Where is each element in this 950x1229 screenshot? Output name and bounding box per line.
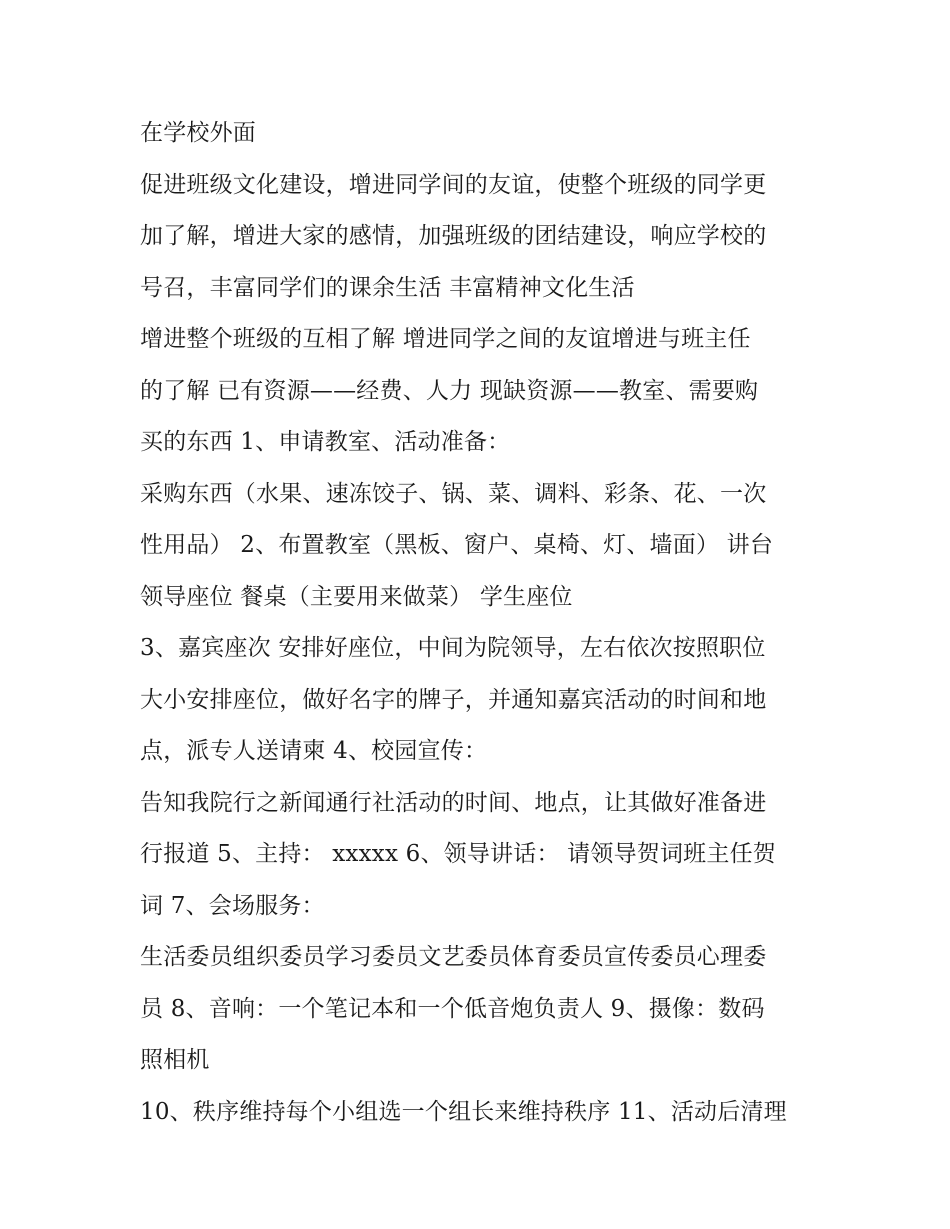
text-line: 加了解，增进大家的感情，加强班级的团结建设，响应学校的 xyxy=(140,223,767,249)
text-line: 员 8、音响：一个笔记本和一个低音炮负责人 9、摄像：数码 xyxy=(140,995,765,1022)
text-line: 行报道 5、主持： xxxxx 6、领导讲话： 请领导贺词班主任贺 xyxy=(140,841,776,867)
text-line: 词 7、会场服务： xyxy=(140,892,325,919)
text-line: 促进班级文化建设，增进同学间的友谊，使整个班级的同学更 xyxy=(140,171,767,198)
text-line: 生活委员组织委员学习委员文艺委员体育委员宣传委员心理委 xyxy=(140,944,767,970)
text-line: 采购东西（水果、速冻饺子、锅、菜、调料、彩条、花、一次 xyxy=(140,480,767,507)
text-line: 在学校外面 xyxy=(140,120,256,146)
text-line: 10、秩序维持每个小组选一个组长来维持秩序 11、活动后清理 xyxy=(140,1098,787,1125)
text-line: 3、嘉宾座次 安排好座位，中间为院领导，左右依次按照职位 xyxy=(140,635,766,661)
document-body xyxy=(140,108,816,1138)
text-line: 买的东西 1、申请教室、活动准备： xyxy=(140,429,511,455)
text-line: 告知我院行之新闻通行社活动的时间、地点，让其做好准备进 xyxy=(140,789,767,816)
text-line: 的了解 已有资源——经费、人力 现缺资源——教室、需要购 xyxy=(140,377,759,404)
text-line: 照相机 xyxy=(140,1047,210,1073)
text-line: 大小安排座位，做好名字的牌子，并通知嘉宾活动的时间和地 xyxy=(140,686,767,713)
text-line: 领导座位 餐桌（主要用来做菜） 学生座位 xyxy=(140,583,573,610)
text-line: 点，派专人送请柬 4、校园宣传： xyxy=(140,738,488,764)
text-line: 性用品） 2、布置教室（黑板、窗户、桌椅、灯、墙面） 讲台 xyxy=(140,532,774,558)
text-line: 增进整个班级的互相了解 增进同学之间的友谊增进与班主任 xyxy=(140,326,751,352)
text-line: 号召，丰富同学们的课余生活 丰富精神文化生活 xyxy=(140,274,635,301)
